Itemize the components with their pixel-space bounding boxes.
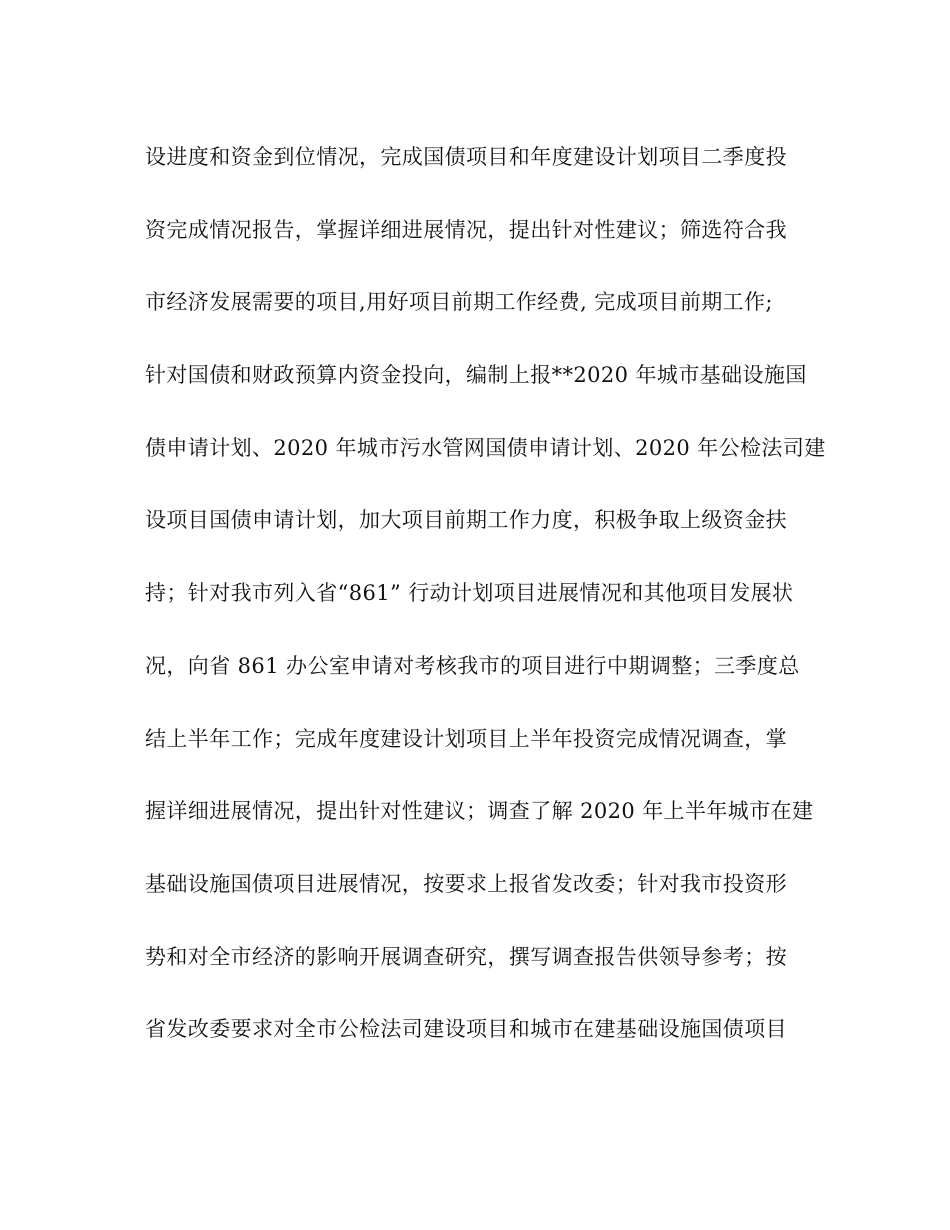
text-line: 握详细进展情况，提出针对性建议；调查了解 2020 年上半年城市在建 <box>145 799 814 824</box>
text-line: 设项目国债申请计划，加大项目前期工作力度，积极争取上级资金扶 <box>145 508 787 533</box>
text-line: 设进度和资金到位情况，完成国债项目和年度建设计划项目二季度投 <box>145 145 787 169</box>
text-line: 针对国债和财政预算内资金投向，编制上报**2020 年城市基础设施国 <box>145 363 807 388</box>
text-line: 势和对全市经济的影响开展调查研究，撰写调查报告供领导参考；按 <box>145 944 787 969</box>
text-line: 况，向省 861 办公室申请对考核我市的项目进行中期调整；三季度总 <box>145 653 800 678</box>
text-line: 债申请计划、2020 年城市污水管网国债申请计划、2020 年公检法司建 <box>145 435 826 460</box>
body-paragraph <box>145 134 826 1079</box>
text-line: 持；针对我市列入省“861” 行动计划项目进展情况和其他项目发展状 <box>145 581 794 606</box>
text-line: 资完成情况报告，掌握详细进展情况，提出针对性建议；筛选符合我 <box>145 217 787 242</box>
text-line: 结上半年工作；完成年度建设计划项目上半年投资完成情况调查，掌 <box>145 726 787 751</box>
text-line: 省发改委要求对全市公检法司建设项目和城市在建基础设施国债项目 <box>145 1017 787 1042</box>
text-line: 市经济发展需要的项目,用好项目前期工作经费, 完成项目前期工作; <box>145 290 773 315</box>
text-line: 基础设施国债项目进展情况，按要求上报省发改委；针对我市投资形 <box>145 871 787 896</box>
